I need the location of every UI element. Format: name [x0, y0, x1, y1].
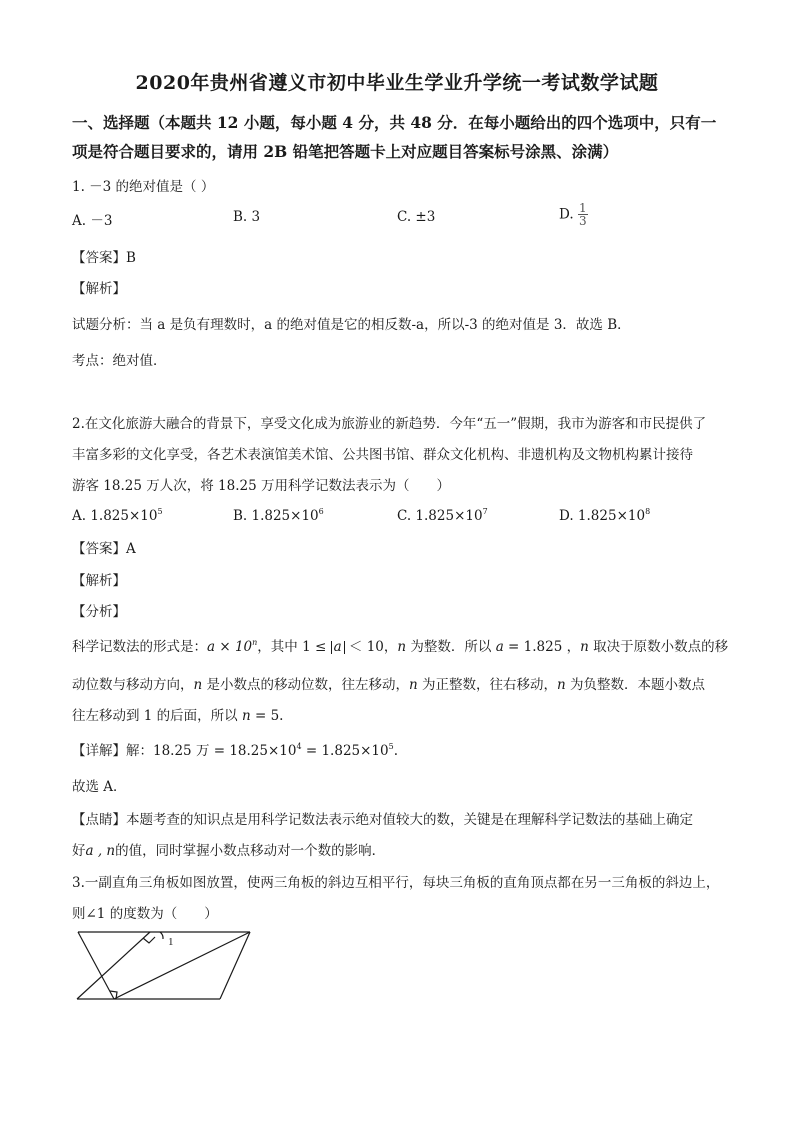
variable-n: n: [397, 639, 407, 655]
fenxi-text: ，其中 1 ≤: [257, 639, 331, 655]
q2-answer: 【答案】A: [72, 541, 136, 557]
detail-exponent: 4: [296, 742, 302, 751]
q1-option-b: B. 3: [233, 209, 261, 225]
q2-fenxi-line3: [72, 704, 283, 724]
q1-option-c: C. ±3: [397, 209, 436, 225]
q3-stem-line1: 3.一副直角三角板如图放置，使两三角板的斜边互相平行，每块三角板的直角顶点都在另一三角板的斜边上，: [72, 875, 720, 891]
q1-analysis-label: 【解析】: [72, 281, 126, 297]
q2-stem-line3: 游客 18.25 万人次，将 18.25 万用科学记数法表示为（ ）: [72, 478, 450, 494]
q2-analysis-label: 【解析】: [72, 573, 126, 589]
fenxi-text: 是小数点的移动位数，往左移动，: [202, 677, 409, 693]
q1-keypoint: 考点：绝对值．: [72, 353, 167, 369]
fenxi-text: 科学记数法的形式是：: [72, 639, 207, 655]
q1-option-d-label: D.: [559, 206, 574, 223]
q2-dianjing-line2: [72, 839, 385, 859]
section-header-line1: 一、选择题（本题共 12 小题，每小题 4 分，共 48 分．在每小题给出的四个选项中，只有一: [72, 113, 717, 132]
q1-option-d-fraction: [578, 202, 588, 227]
fenxi-text: 为负整数．本题小数点: [565, 677, 705, 693]
variable-a: a: [495, 639, 504, 655]
variable-n: n: [580, 639, 589, 655]
fenxi-text: 取决于原数小数点的移: [588, 639, 729, 655]
q2-option-a: [72, 507, 163, 524]
page-title: 2020年贵州省遵义市初中毕业生学业升学统一考试数学试题: [135, 72, 659, 94]
figure-leg-1: [77, 932, 150, 999]
fenxi-text: 为整数．所以: [406, 639, 496, 655]
sci-notation-form: a × 10: [207, 639, 253, 655]
fenxi-text: = 5.: [250, 708, 284, 724]
section-header-line2: 项是符合题目要求的，请用 2B 铅笔把答题卡上对应题目答案标号涂黑、涂满）: [72, 142, 619, 161]
fenxi-text: 往左移动到 1 的后面，所以: [72, 708, 242, 724]
absolute-value: a: [331, 641, 345, 654]
detail-label: 【详解】解：: [72, 743, 153, 759]
q2-fenxi-line2: [72, 673, 705, 693]
q2-detail: [72, 739, 398, 759]
variable-n: n: [193, 677, 203, 693]
q2-stem-line1: 2.在文化旅游大融合的背景下，享受文化成为旅游业的新趋势．今年“五一”假期，我市为游客和市民提供了: [72, 416, 707, 432]
fenxi-text: 动位数与移动方向，: [72, 677, 194, 693]
q2-option-d-exponent: 8: [645, 507, 651, 516]
figure-left-edge: [78, 932, 114, 999]
q1-option-a: A. －3: [72, 213, 113, 229]
dianjing-text: 的值，同时掌握小数点移动对一个数的影响．: [115, 843, 386, 859]
q2-fenxi-label: 【分析】: [72, 604, 126, 620]
q2-option-b-exponent: 6: [318, 507, 324, 516]
fenxi-text: 为正整数，往右移动，: [417, 677, 557, 693]
q2-option-d: [559, 507, 650, 524]
q2-option-c-text: C. 1.825×10: [397, 508, 483, 524]
q1-answer: 【答案】B: [72, 250, 136, 266]
figure-leg-2: [114, 932, 250, 999]
q2-option-a-exponent: 5: [157, 507, 163, 516]
q2-dianjing-line1: 【点睛】本题考查的知识点是用科学记数法表示绝对值较大的数，关键是在理解科学记数法的基础上确定: [72, 812, 693, 828]
detail-exponent: 5: [388, 742, 394, 751]
q2-choose: 故选 A．: [72, 779, 127, 795]
variable-n: n: [557, 677, 566, 693]
q2-stem-line2: 丰富多彩的文化享受，各艺术表演馆美术馆、公共图书馆、群众文化机构、非遗机构及文物机构累计接待: [72, 447, 693, 463]
fenxi-text: = 1.825 ，: [503, 639, 581, 655]
sci-notation-exponent: n: [252, 638, 258, 647]
detail-expression: .: [393, 743, 399, 759]
q3-stem-line2: 则∠1 的度数为（ ）: [72, 906, 218, 922]
q2-option-c: [397, 507, 488, 524]
q2-option-b: [233, 507, 324, 524]
q2-option-d-text: D. 1.825×10: [559, 508, 646, 524]
q3-triangle-figure: [70, 926, 260, 1006]
q1-analysis: 试题分析：当 a 是负有理数时，a 的绝对值是它的相反数-a，所以-3 的绝对值是 3．故选 B．: [72, 317, 631, 333]
variable-n: n: [241, 708, 251, 724]
q1-stem: 1. －3 的绝对值是（ ）: [72, 179, 215, 195]
right-angle-marker-top: [143, 937, 155, 943]
q2-option-b-text: B. 1.825×10: [233, 508, 319, 524]
q2-option-a-text: A. 1.825×10: [72, 508, 158, 524]
detail-expression: = 1.825×10: [301, 743, 389, 759]
fraction-numerator: 1: [578, 201, 587, 215]
q2-fenxi-line1: [72, 635, 728, 655]
q1-option-d: [559, 202, 588, 227]
variable-n: n: [409, 677, 418, 693]
dianjing-text: 好: [72, 843, 86, 859]
angle-1-arc: [160, 932, 163, 939]
detail-expression: 18.25 万 = 18.25×10: [153, 743, 297, 759]
angle-1-label: 1: [168, 936, 174, 948]
q2-option-c-exponent: 7: [482, 507, 488, 516]
fenxi-text: ＜ 10，: [344, 639, 398, 655]
variables-a-n: a , n: [85, 843, 116, 859]
fraction-denominator: 3: [578, 214, 587, 228]
figure-right-edge: [220, 932, 250, 999]
